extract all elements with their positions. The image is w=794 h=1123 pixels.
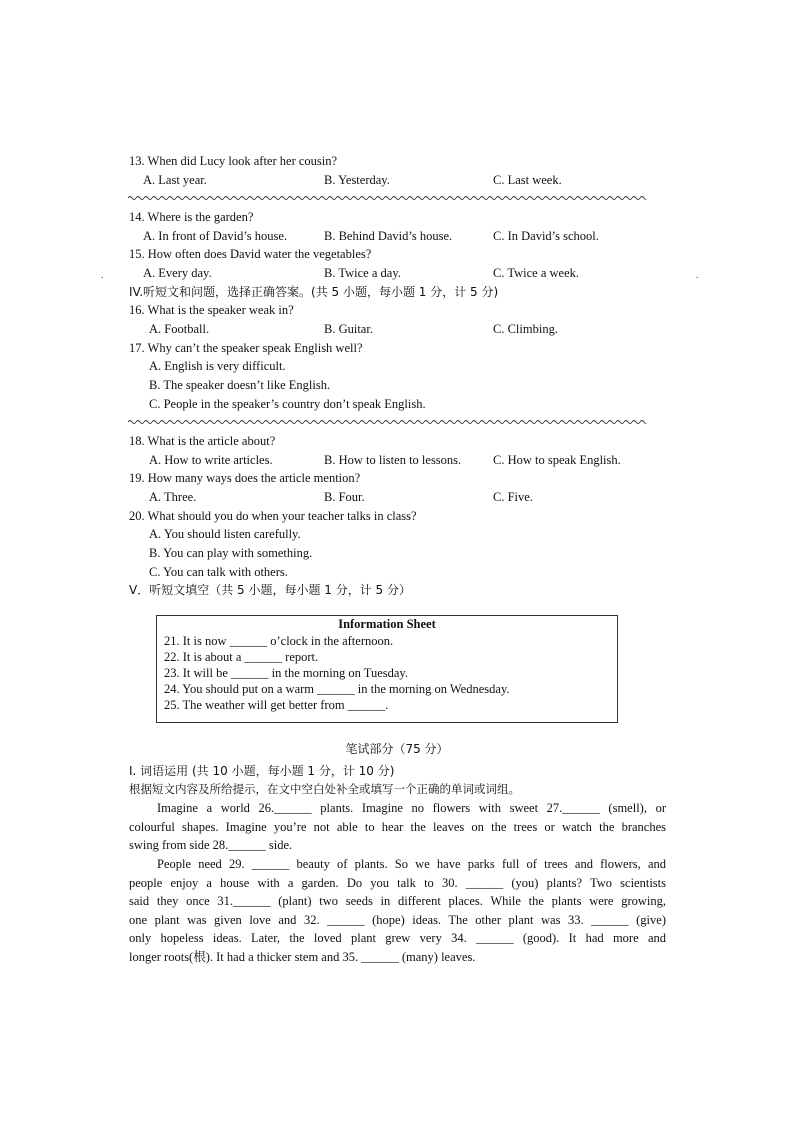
option-20c: C. You can talk with others. [149, 565, 288, 579]
question-13: 13. When did Lucy look after her cousin? [129, 154, 338, 168]
option-13a: A. Last year. [143, 173, 207, 187]
option-19a: A. Three. [149, 490, 197, 504]
option-19c: C. Five. [493, 490, 533, 504]
option-14b: B. Behind David’s house. [324, 229, 453, 243]
paragraph-line: people enjoy a house with a garden. Do you talk to 30. ______ (you) plants? Two scientists [129, 875, 666, 890]
wavy-divider [128, 194, 646, 202]
question-16: 16. What is the speaker weak in? [129, 303, 294, 317]
option-16b: B. Guitar. [324, 322, 373, 336]
margin-dot: . [101, 270, 104, 281]
option-16a: A. Football. [149, 322, 210, 336]
option-15b: B. Twice a day. [324, 266, 401, 280]
information-sheet-title: Information Sheet [338, 617, 436, 631]
part-1-instruction: 根据短文内容及所给提示，在文中空白处补全或填写一个正确的单词或词组。 [129, 782, 520, 796]
wavy-divider [128, 418, 646, 426]
option-14c: C. In David’s school. [493, 229, 599, 243]
paragraph-line: only hopeless ideas. Later, the loved plant grew very 34. ______ (good). It had more and [129, 931, 666, 946]
paragraph-2 [129, 855, 666, 967]
option-15a: A. Every day. [143, 266, 212, 280]
option-13b: B. Yesterday. [324, 173, 390, 187]
question-18: 18. What is the article about? [129, 434, 276, 448]
paragraph-1 [129, 799, 666, 855]
option-13c: C. Last week. [493, 173, 562, 187]
option-19b: B. Four. [324, 490, 365, 504]
option-17a: A. English is very difficult. [149, 359, 286, 373]
info-line-22: 22. It is about a ______ report. [164, 650, 319, 664]
option-14a: A. In front of David’s house. [143, 229, 288, 243]
written-part-title: 笔试部分（75 分） [345, 742, 449, 756]
option-17b: B. The speaker doesn’t like English. [149, 378, 331, 392]
option-18a: A. How to write articles. [149, 453, 273, 467]
option-18b: B. How to listen to lessons. [324, 453, 462, 467]
section-5-heading: V．听短文填空（共 5 小题，每小题 1 分，计 5 分） [129, 583, 412, 597]
info-line-25: 25. The weather will get better from ______. [164, 698, 389, 712]
info-line-24: 24. You should put on a warm ______ in the morning on Wednesday. [164, 682, 510, 696]
paragraph-line: People need 29. ______ beauty of plants. So we have parks full of trees and flowers, and [157, 857, 666, 871]
part-1-heading: I. 词语运用 (共 10 小题，每小题 1 分，计 10 分) [129, 764, 395, 778]
paragraph-line: colourful shapes. Imagine you’re not able to hear the leaves on the trees or watch the branches [129, 819, 666, 834]
question-15: 15. How often does David water the vegetables? [129, 247, 372, 261]
option-15c: C. Twice a week. [493, 266, 580, 280]
information-sheet [156, 615, 618, 723]
info-line-23: 23. It will be ______ in the morning on Tuesday. [164, 666, 408, 680]
option-17c: C. People in the speaker’s country don’t speak English. [149, 397, 426, 411]
paragraph-line: Imagine a world 26.______ plants. Imagine no flowers with sweet 27.______ (smell), or [157, 801, 666, 815]
info-line-21: 21. It is now ______ o’clock in the afternoon. [164, 634, 394, 648]
option-20b: B. You can play with something. [149, 546, 313, 560]
question-14: 14. Where is the garden? [129, 210, 254, 224]
paragraph-line: said they once 31.______ (plant) two seeds in different places. While the plants were growing, [129, 894, 666, 909]
margin-dot: . [696, 270, 699, 281]
question-20: 20. What should you do when your teacher talks in class? [129, 509, 417, 523]
question-19: 19. How many ways does the article mention? [129, 471, 361, 485]
section-4-heading: IV.听短文和问题，选择正确答案。(共 5 小题，每小题 1 分，计 5 分) [129, 285, 499, 299]
paragraph-line: swing from side 28.______ side. [129, 838, 293, 853]
option-16c: C. Climbing. [493, 322, 558, 336]
option-20a: A. You should listen carefully. [149, 527, 301, 541]
paragraph-line: longer roots(根). It had a thicker stem and 35. ______ (many) leaves. [129, 949, 476, 964]
question-17: 17. Why can’t the speaker speak English well? [129, 341, 363, 355]
option-18c: C. How to speak English. [493, 453, 621, 467]
paragraph-line: one plant was given love and 32. ______ (hope) ideas. The other plant was 33. ______ (give) [129, 912, 666, 927]
